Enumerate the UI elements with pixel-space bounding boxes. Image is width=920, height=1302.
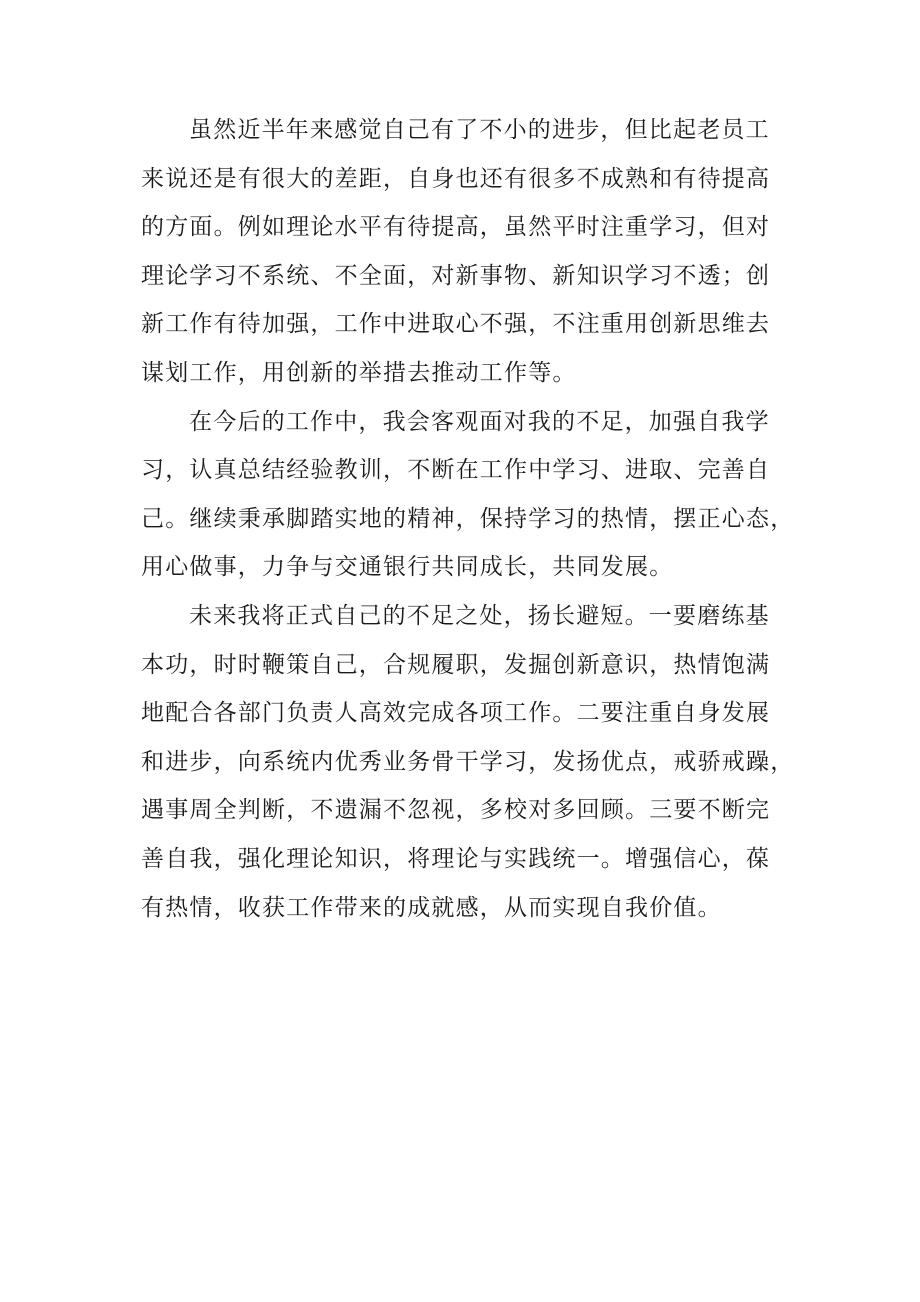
paragraph-line: 虽然近半年来感觉自己有了不小的进步，但比起老员工	[189, 117, 770, 143]
paragraph-2	[141, 398, 795, 592]
paragraph-line: 本功，时时鞭策自己，合规履职，发掘创新意识，热情饱满	[141, 651, 771, 678]
paragraph-line: 在今后的工作中，我会客观面对我的不足，加强自我学	[189, 408, 770, 435]
paragraph-line: 来说还是有很大的差距，自身也还有很多不成熟和有待提高	[141, 165, 771, 192]
paragraph-line: 用心做事，力争与交通银行共同成长，共同发展。	[141, 554, 674, 581]
paragraph-line: 理论学习不系统、不全面，对新事物、新知识学习不透；创	[141, 262, 771, 289]
paragraph-line: 有热情，收获工作带来的成就感，从而实现自我价值。	[141, 894, 722, 921]
document-body	[141, 106, 795, 932]
paragraph-line: 的方面。例如理论水平有待提高，虽然平时注重学习，但对	[141, 214, 771, 241]
paragraph-line: 地配合各部门负责人高效完成各项工作。二要注重自身发展	[141, 700, 771, 727]
paragraph-3	[141, 592, 795, 932]
paragraph-line: 未来我将正式自己的不足之处，扬长避短。一要磨练基	[189, 602, 770, 629]
paragraph-line: 习，认真总结经验教训，不断在工作中学习、进取、完善自	[141, 457, 771, 484]
paragraph-line: 和进步，向系统内优秀业务骨干学习，发扬优点，戒骄戒躁，	[141, 748, 795, 775]
paragraph-line: 遇事周全判断，不遗漏不忽视，多校对多回顾。三要不断完	[141, 797, 771, 824]
paragraph-1	[141, 106, 781, 398]
paragraph-line: 己。继续秉承脚踏实地的精神，保持学习的热情，摆正心态，	[141, 505, 795, 532]
paragraph-line: 新工作有待加强，工作中进取心不强，不注重用创新思维去	[141, 311, 771, 338]
paragraph-line: 善自我，强化理论知识，将理论与实践统一。增强信心，葆	[141, 845, 771, 872]
paragraph-line: 谋划工作，用创新的举措去推动工作等。	[141, 359, 577, 386]
